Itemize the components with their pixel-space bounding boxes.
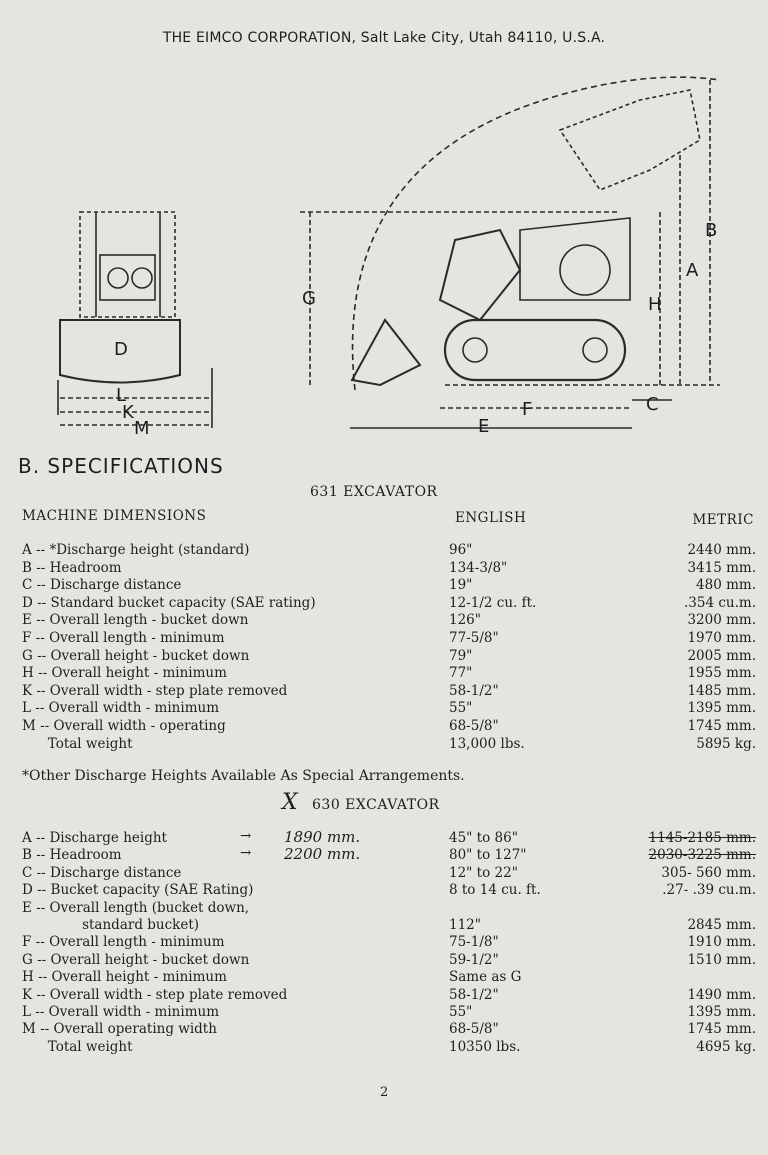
spec-metric-value: 4695 kg. [696,1038,756,1055]
spec-label: H -- Overall height - minimum [22,665,227,682]
spec-row [0,612,768,630]
spec-row [0,718,768,736]
spec-english-value: 126" [449,612,481,629]
model-630-title: 630 EXCAVATOR [312,797,440,813]
spec-row [0,882,768,900]
spec-english-value: 55" [449,1004,473,1020]
column-header-english: ENGLISH [455,510,527,526]
spec-metric-value: 1395 mm. [687,1004,756,1020]
spec-label: D -- Standard bucket capacity (SAE rating) [22,594,316,611]
spec-row [0,865,768,883]
spec-metric-value: 1955 mm. [687,665,756,682]
excavator-dimension-drawing [0,0,768,440]
model-631-title: 631 EXCAVATOR [310,484,438,500]
label-f: F [522,399,533,420]
spec-english-value: 112" [449,917,481,933]
spec-row [0,595,768,613]
spec-metric-value: 2030-3225 mm. [648,847,756,864]
label-d: D [114,339,128,360]
spec-label: B -- Headroom [22,847,122,864]
spec-english-value: 68-5/8" [449,1021,499,1038]
handwritten-x-mark: X [282,790,298,815]
spec-english-value: 13,000 lbs. [449,735,525,752]
spec-english-value: Same as G [449,969,522,986]
spec-metric-value: .354 cu.m. [684,594,756,611]
label-c: C [646,394,659,415]
spec-label: G -- Overall height - bucket down [22,951,250,968]
spec-row [0,952,768,970]
spec-metric-value: 1745 mm. [687,1021,756,1038]
spec-label: F -- Overall length - minimum [22,934,225,951]
footnote: *Other Discharge Heights Available As Special Arrangements. [22,768,465,784]
spec-label: F -- Overall length - minimum [22,630,225,646]
spec-label: K -- Overall width - step plate removed [22,986,288,1003]
spec-english-value: 68-5/8" [449,718,499,734]
spec-label: L -- Overall width - minimum [22,1004,219,1020]
spec-english-value: 80" to 127" [449,847,527,864]
spec-label: Total weight [22,735,133,752]
spec-row [0,900,768,918]
spec-metric-value: 480 mm. [696,577,756,594]
label-k: K [122,402,134,423]
spec-metric-value: 3200 mm. [687,612,756,629]
spec-metric-value: 2440 mm. [687,542,756,558]
spec-row [0,736,768,754]
spec-row [0,847,768,865]
spec-english-value: 77-5/8" [449,630,499,646]
handwritten-annotation: 1890 mm. [284,828,361,846]
side-view-drawing [300,77,720,428]
spec-label: C -- Discharge distance [22,864,182,881]
spec-english-value: 55" [449,700,473,717]
spec-label: C -- Discharge distance [22,577,182,594]
spec-metric-value: 305- 560 mm. [661,864,756,881]
spec-metric-value: 1970 mm. [687,630,756,646]
spec-english-value: 58-1/2" [449,682,499,699]
spec-english-value: 59-1/2" [449,951,499,968]
spec-row [0,917,768,935]
page-number: 2 [380,1085,389,1100]
spec-metric-value: 1145-2185 mm. [648,830,756,846]
spec-label: A -- *Discharge height (standard) [22,542,250,558]
spec-row [0,665,768,683]
label-b: B [705,220,718,241]
spec-label: Total weight [22,1038,133,1055]
spec-english-value: 75-1/8" [449,934,499,951]
spec-metric-value: 5895 kg. [696,735,756,752]
spec-row [0,987,768,1005]
spec-metric-value: 1510 mm. [687,951,756,968]
arrow-icon: → [240,828,252,844]
spec-english-value: 12-1/2 cu. ft. [449,594,537,611]
spec-english-value: 8 to 14 cu. ft. [449,882,541,899]
spec-metric-value: 2845 mm. [687,917,756,933]
spec-row [0,1004,768,1022]
spec-metric-value: 1395 mm. [687,700,756,717]
spec-english-value: 134-3/8" [449,559,508,576]
spec-row [0,683,768,701]
spec-english-value: 77" [449,665,473,682]
spec-metric-value: .27- .39 cu.m. [662,882,756,899]
spec-label: D -- Bucket capacity (SAE Rating) [22,882,254,899]
spec-label: M -- Overall width - operating [22,718,226,734]
spec-row [0,630,768,648]
handwritten-annotation: 2200 mm. [284,845,361,864]
spec-english-value: 79" [449,647,473,664]
spec-row [0,1021,768,1039]
label-g: G [302,288,316,309]
spec-metric-value: 2005 mm. [687,647,756,664]
spec-row [0,830,768,848]
section-title: B. SPECIFICATIONS [18,454,224,478]
spec-english-value: 12" to 22" [449,864,518,881]
document-header: THE EIMCO CORPORATION, Salt Lake City, Utah 84110, U.S.A. [162,30,606,46]
spec-label: standard bucket) [22,917,200,933]
spec-metric-value: 1490 mm. [687,986,756,1003]
spec-row [0,577,768,595]
arrow-icon: → [240,845,252,862]
spec-row [0,934,768,952]
spec-row [0,560,768,578]
spec-row [0,969,768,987]
spec-english-value: 45" to 86" [449,830,518,846]
label-m: M [134,418,150,439]
spec-row [0,648,768,666]
spec-label: L -- Overall width - minimum [22,700,219,717]
column-header-dimensions: MACHINE DIMENSIONS [22,508,207,524]
label-l: L [116,385,127,406]
spec-label: G -- Overall height - bucket down [22,647,250,664]
spec-label: K -- Overall width - step plate removed [22,682,288,699]
label-a: A [686,260,699,281]
spec-metric-value: 1485 mm. [687,682,756,699]
label-h: H [648,294,662,315]
spec-metric-value: 1910 mm. [687,934,756,951]
spec-row [0,542,768,560]
label-e: E [478,416,490,437]
front-view-drawing [58,212,212,428]
spec-english-value: 58-1/2" [449,986,499,1003]
spec-row [0,1039,768,1057]
spec-label: A -- Discharge height [22,830,167,846]
spec-label: E -- Overall length - bucket down [22,612,249,629]
spec-label: H -- Overall height - minimum [22,969,227,986]
spec-metric-value: 3415 mm. [687,559,756,576]
spec-metric-value: 1745 mm. [687,718,756,734]
spec-english-value: 10350 lbs. [449,1038,521,1055]
spec-label: E -- Overall length (bucket down, [22,899,250,916]
column-header-metric: METRIC [692,512,754,528]
spec-label: B -- Headroom [22,559,122,576]
spec-label: M -- Overall operating width [22,1021,217,1038]
spec-english-value: 96" [449,542,473,558]
spec-english-value: 19" [449,577,473,594]
spec-row [0,700,768,718]
